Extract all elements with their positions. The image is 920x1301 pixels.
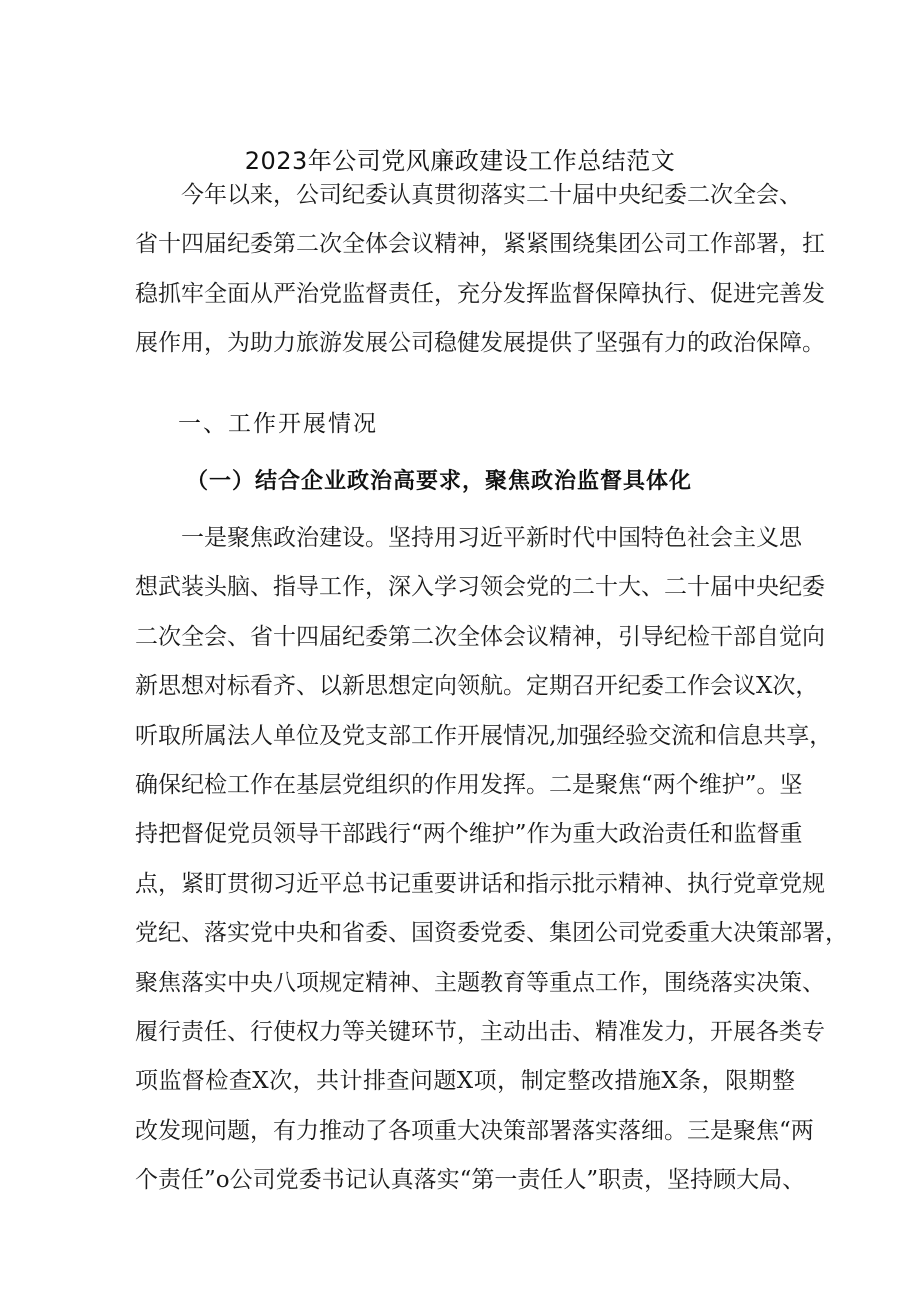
paragraph-line: 改发现问题，有力推动了各项重大决策部署落实落细。三是聚焦“两: [135, 1117, 814, 1144]
subsection-heading: （一）结合企业政治高要求，聚焦政治监督具体化: [186, 469, 693, 494]
paragraph-line: 展作用，为助力旅游发展公司稳健发展提供了坚强有力的政治保障。: [135, 330, 825, 357]
intro-paragraph: [135, 171, 825, 369]
paragraph-line: 新思想对标看齐、以新思想定向领航。定期召开纪委工作会议X次，: [135, 673, 819, 700]
paragraph-line: 履行责任、行使权力等关键环节，主动出击、精准发力，开展各类专: [135, 1018, 825, 1045]
paragraph-line: 二次全会、省十四届纪委第二次全体会议精神，引导纪检干部自觉向: [135, 623, 825, 650]
paragraph-line: 确保纪检工作在基层党组织的作用发挥。二是聚焦“两个维护”。坚: [135, 771, 803, 798]
paragraph-line: 今年以来，公司纪委认真贯彻落实二十届中央纪委二次全会、: [181, 182, 802, 208]
paragraph-line: 持把督促党员领导干部践行“两个维护”作为重大政治责任和监督重: [135, 821, 803, 848]
document-title: 2023年公司党风廉政建设工作总结范文: [244, 147, 676, 175]
paragraph-line: 听取所属法人单位及党支部工作开展情况,加强经验交流和信息共享，: [135, 722, 833, 749]
paragraph-line: 省十四届纪委第二次全体会议精神，紧紧围绕集团公司工作部署，扛: [135, 231, 825, 258]
paragraph-line: 项监督检查X次，共计排查问题X项，制定整改措施X条，限期整: [135, 1068, 795, 1095]
paragraph-line: 稳抓牢全面从严治党监督责任，充分发挥监督保障执行、促进完善发: [135, 280, 825, 307]
paragraph-line: 党纪、落实党中央和省委、国资委党委、集团公司党委重大决策部署，: [135, 920, 848, 947]
paragraph-line: 一是聚焦政治建设。坚持用习近平新时代中国特色社会主义思: [181, 525, 802, 551]
section-heading: 一、工作开展情况: [178, 411, 378, 437]
paragraph-line: 个责任”o公司党委书记认真落实“第一责任人”职责，坚持顾大局、: [135, 1167, 806, 1194]
paragraph-line: 想武装头脑、指导工作，深入学习领会党的二十大、二十届中央纪委: [135, 574, 825, 601]
paragraph-line: 聚焦落实中央八项规定精神、主题教育等重点工作，围绕落实决策、: [135, 969, 825, 996]
body-paragraph: [135, 514, 848, 1205]
paragraph-line: 点，紧盯贯彻习近平总书记重要讲话和指示批示精神、执行党章党规: [135, 870, 825, 897]
